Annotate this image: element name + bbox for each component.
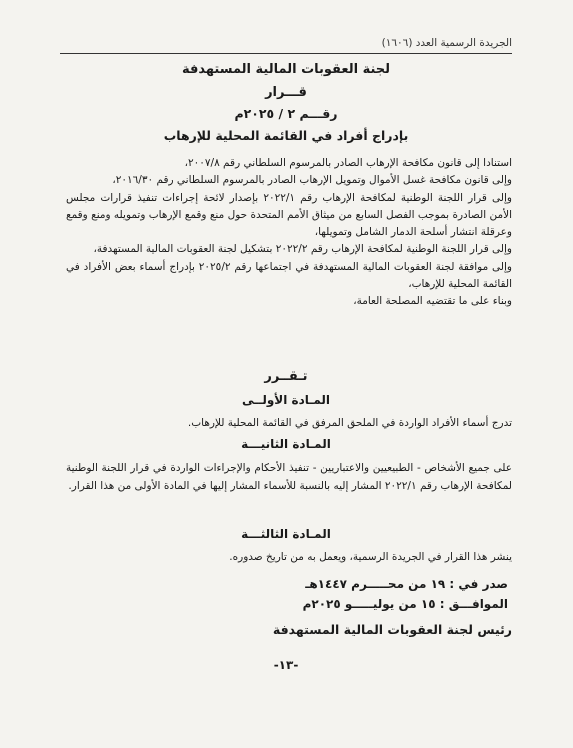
- document-type: قـــرار: [265, 85, 307, 100]
- article-2-text: [66, 459, 512, 495]
- article-3-text: [66, 548, 512, 566]
- page-number: -١٣-: [273, 658, 299, 672]
- preamble-paragraph: وإلى قانون مكافحة غسل الأموال وتمويل الإرهاب الصادر بالمرسوم السلطاني رقم ٢٠١٦/٣٠،: [112, 174, 512, 187]
- corresponding-date: الموافـــق : ١٥ من يوليـــــو ٢٠٢٥م: [302, 597, 508, 611]
- decision-number: رقـــم ٢ / ٢٠٢٥م: [234, 106, 338, 121]
- decision-subject: بإدراج أفراد في القائمة المحلية للإرهاب: [163, 128, 409, 143]
- article-3-paragraph: ينشر هذا القرار في الجريدة الرسمية، ويعمل به من تاريخ صدوره.: [229, 551, 512, 563]
- decides-heading: تـقــرر: [264, 369, 308, 384]
- article-3-title: المـادة الثالثـــة: [241, 527, 331, 541]
- preamble-paragraph: وإلى قرار اللجنة الوطنية لمكافحة الإرهاب رقم ٢٠٢٢/٢ بتشكيل لجنة العقوبات المالية المستهدفة،: [93, 243, 512, 256]
- article-2-title: المـادة الثانيـــة: [241, 437, 331, 451]
- header-divider: [60, 53, 512, 54]
- preamble-paragraph: وبناء على ما تقتضيه المصلحة العامة،: [353, 295, 512, 308]
- article-1-paragraph: تدرج أسماء الأفراد الواردة في الملحق المرفق في القائمة المحلية للإرهاب.: [187, 417, 512, 429]
- preamble: [66, 155, 512, 311]
- committee-name: لجنة العقوبات المالية المستهدفة: [181, 62, 391, 77]
- issue-date: صدر في : ١٩ من محـــــرم ١٤٤٧هـ: [305, 577, 508, 591]
- article-2-paragraph: على جميع الأشخاص - الطبيعيين والاعتباريين - تنفيذ الأحكام والإجراءات الواردة في قرار اللجنة الوطنية لمكافحة الإرهاب رقم ٢٠٢٢/١ المشار إليه بالنسبة للأسماء المشار إليها في المادة الأولى من هذا القرار.: [66, 462, 512, 492]
- preamble-paragraph: وإلى قرار اللجنة الوطنية لمكافحة الإرهاب رقم ٢٠٢٢/١ بإصدار لائحة إجراءات تنفيذ قرارات مجلس الأمن الصادرة بموجب الفصل السابع من ميثاق الأمم المتحدة حول منع وقمع الإرهاب وتمويله ومنع وقمع وعرقلة انتشار أسلحة الدمار الشامل وتمويلها،: [66, 191, 512, 239]
- preamble-paragraph: وإلى موافقة لجنة العقوبات المالية المستهدفة في اجتماعها رقم ٢٠٢٥/٢ بإدراج أسماء بعض الأفراد في القائمة المحلية للإرهاب،: [66, 260, 512, 291]
- article-1-text: [66, 414, 512, 432]
- preamble-paragraph: استنادا إلى قانون مكافحة الإرهاب الصادر بالمرسوم السلطاني رقم ٢٠٠٧/٨،: [184, 157, 512, 169]
- article-1-title: المـادة الأولــى: [241, 393, 331, 407]
- gazette-header: الجريدة الرسمية العدد (١٦٠٦): [381, 37, 512, 49]
- signatory-title: رئيس لجنة العقوبات المالية المستهدفة: [272, 622, 512, 637]
